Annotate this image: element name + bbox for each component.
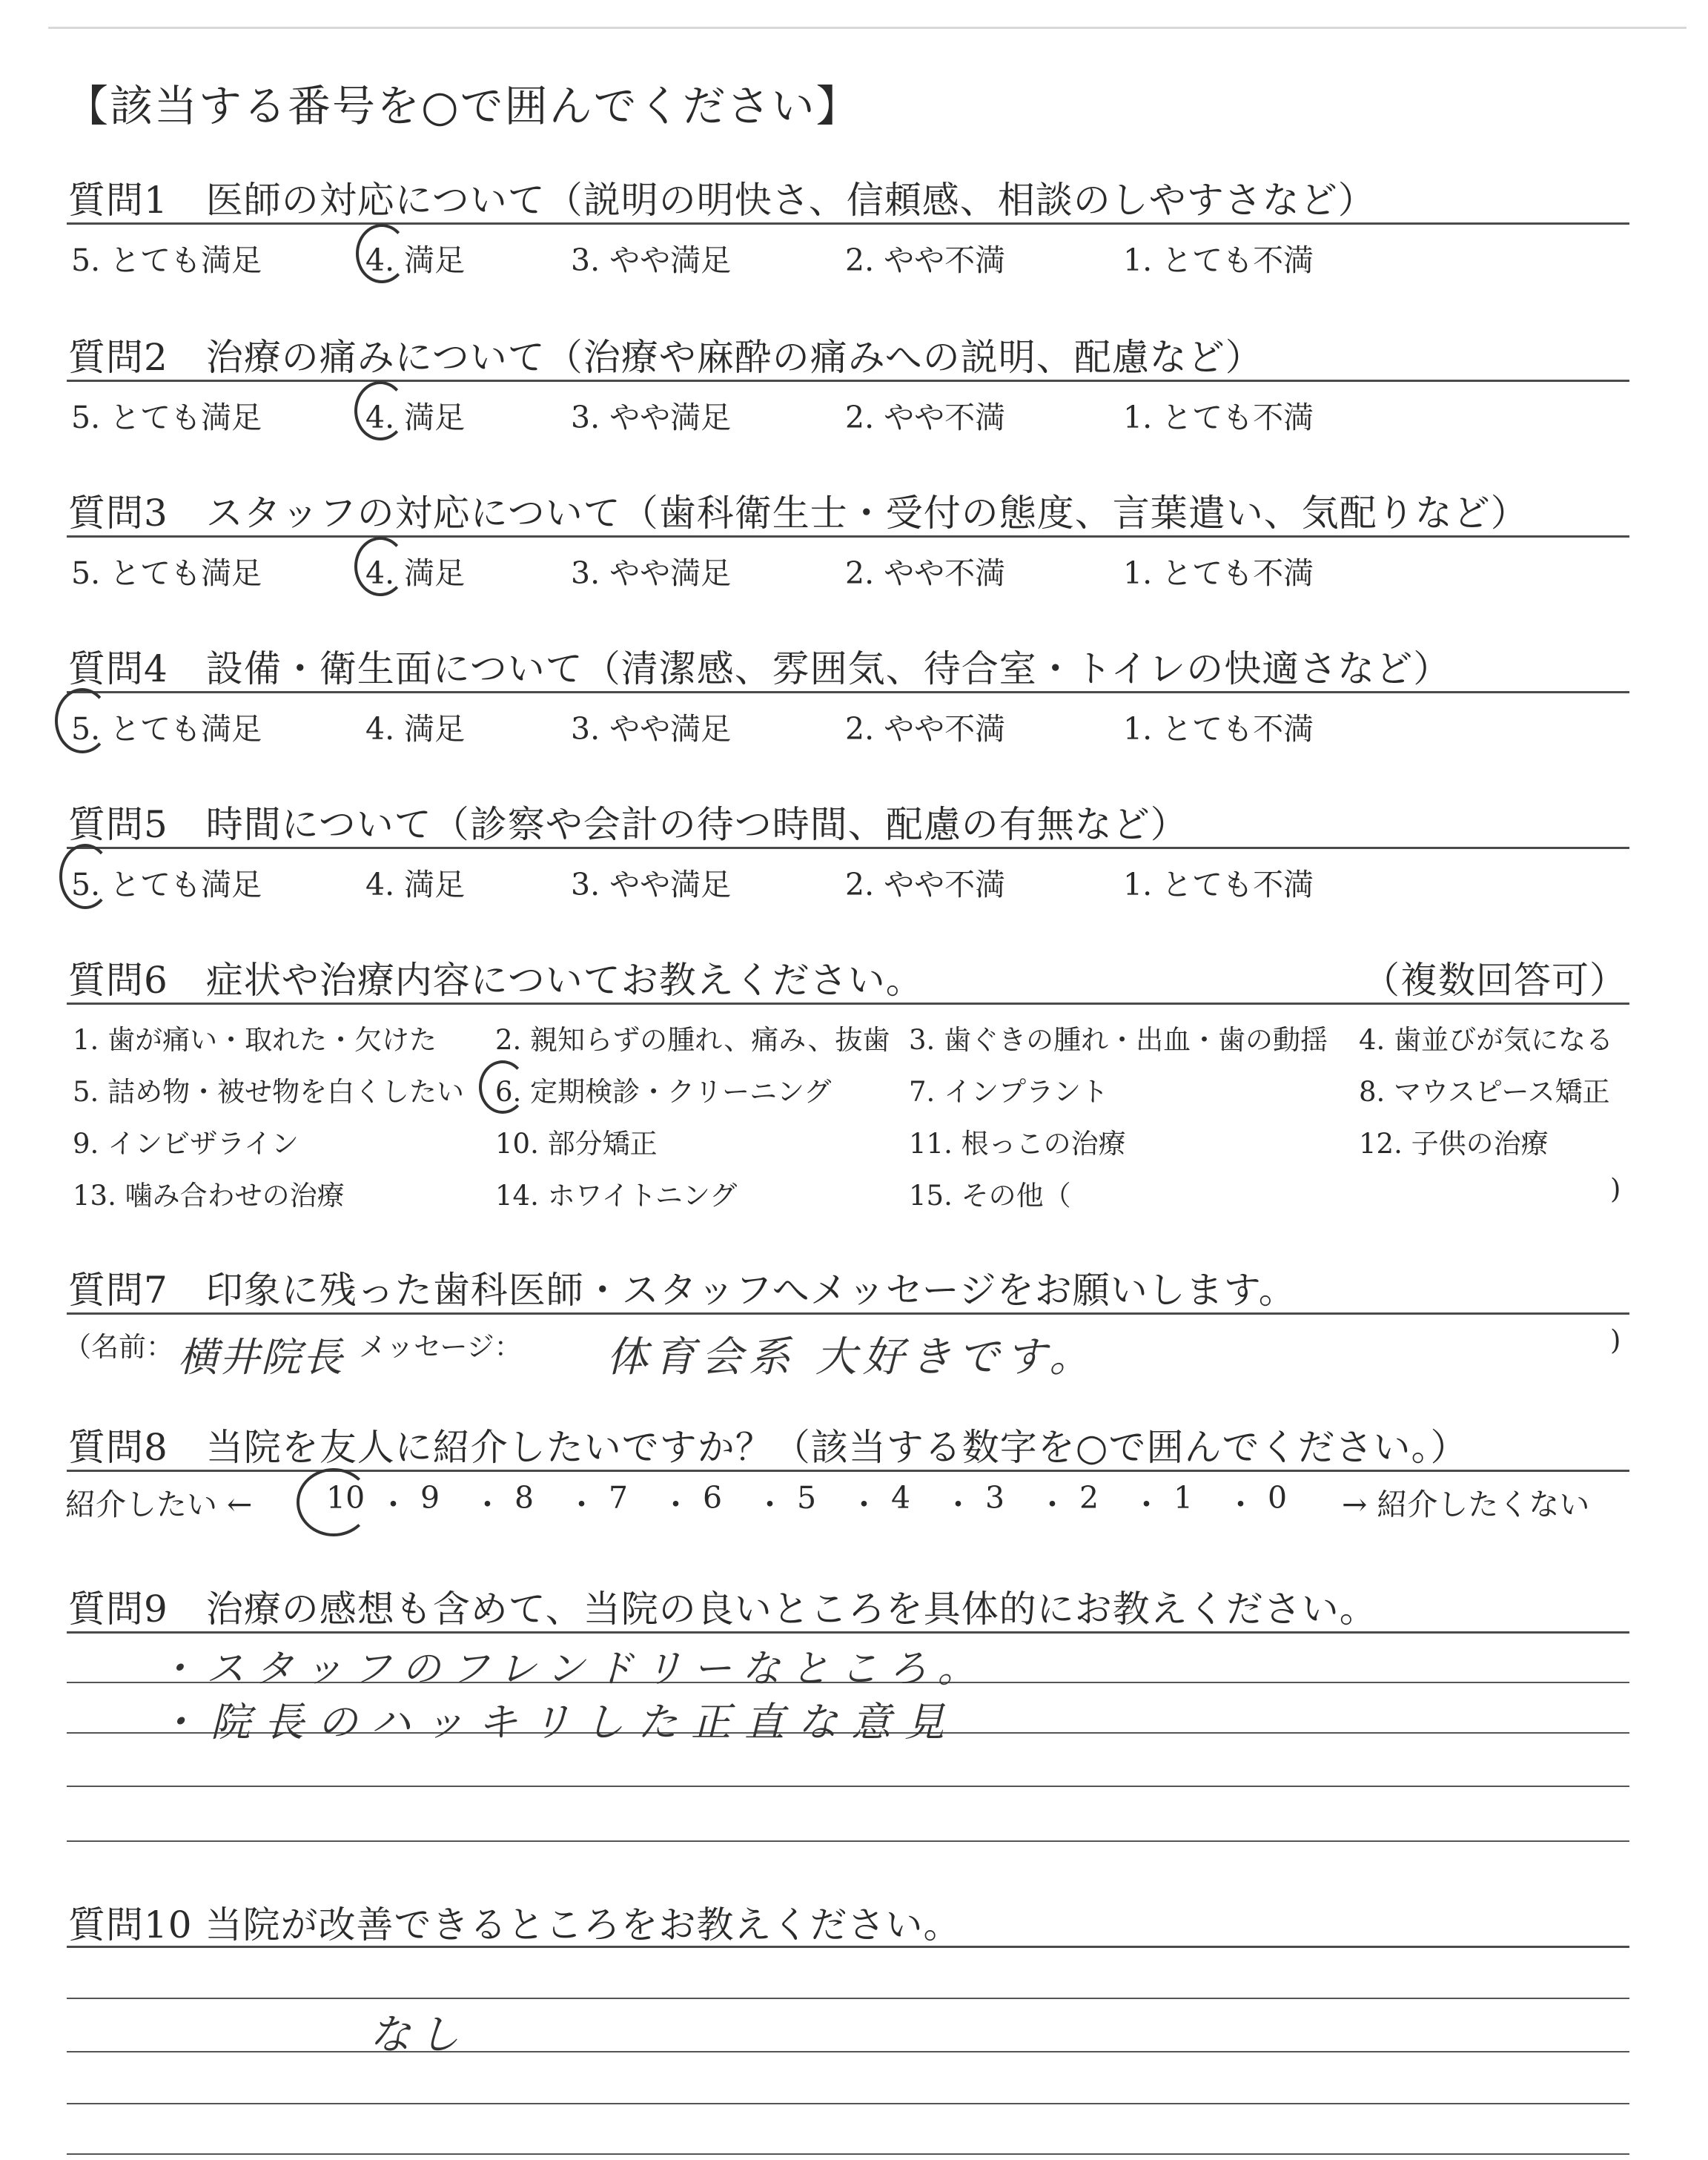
- q7-name-label: （名前：: [64, 1331, 173, 1363]
- q8-title: 質問8 当院を友人に紹介したいですか？（該当する数字を○で囲んでください。）: [68, 1426, 1469, 1469]
- q8-scale-separator: ・: [1037, 1487, 1068, 1522]
- q2-option-4[interactable]: 4. 満足: [365, 400, 466, 435]
- q4-option-1[interactable]: 1. とても不満: [1123, 711, 1314, 747]
- q3-rule: [67, 535, 1629, 538]
- q8-scale-value[interactable]: 4: [891, 1480, 911, 1516]
- q1-option-4[interactable]: 4. 満足: [365, 242, 466, 278]
- q6-item-11[interactable]: 11. 根っこの治療: [909, 1128, 1126, 1160]
- q6-item-5[interactable]: 5. 詰め物・被せ物を白くしたい: [73, 1076, 465, 1108]
- q6-item-15[interactable]: 15. その他（: [909, 1180, 1071, 1212]
- q6-item-12[interactable]: 12. 子供の治療: [1359, 1128, 1549, 1160]
- q5-option-1[interactable]: 1. とても不満: [1123, 867, 1314, 902]
- q7-close-paren: ): [1610, 1324, 1621, 1356]
- q6-item-9[interactable]: 9. インビザライン: [73, 1128, 299, 1160]
- q10-writing-line: [67, 1998, 1629, 1999]
- q7-message-label: メッセージ：: [359, 1331, 522, 1363]
- q3-option-2[interactable]: 2. やや不満: [845, 555, 1006, 591]
- q8-scale-separator: ・: [378, 1487, 408, 1522]
- q4-rule: [67, 691, 1629, 693]
- q8-scale-value[interactable]: 7: [609, 1480, 629, 1516]
- page-top-border: [48, 27, 1687, 29]
- q8-scale-separator: ・: [566, 1487, 597, 1522]
- q3-title: 質問3 スタッフの対応について（歯科衛生士・受付の態度、言葉遣い、気配りなど）: [68, 492, 1529, 535]
- q6-selection-circle: [479, 1060, 526, 1114]
- q5-option-4[interactable]: 4. 満足: [365, 867, 466, 902]
- q4-selection-circle: [55, 688, 110, 753]
- q2-title: 質問2 治療の痛みについて（治療や麻酔の痛みへの説明、配慮など）: [68, 336, 1263, 379]
- q8-scale-separator: ・: [755, 1487, 785, 1522]
- q6-item-14[interactable]: 14. ホワイトニング: [495, 1180, 738, 1212]
- q10-writing-line: [67, 2103, 1629, 2104]
- q3-selection-circle: [354, 537, 406, 596]
- q2-option-1[interactable]: 1. とても不満: [1123, 400, 1314, 435]
- q2-selection-circle: [354, 381, 406, 440]
- q6-item-2[interactable]: 2. 親知らずの腫れ、痛み、抜歯: [495, 1024, 890, 1056]
- q8-scale-value[interactable]: 1: [1174, 1480, 1194, 1516]
- q6-note: （複数回答可）: [1363, 959, 1627, 1002]
- q5-option-5[interactable]: 5. とても満足: [71, 867, 262, 902]
- q8-scale-separator: ・: [472, 1487, 503, 1522]
- q5-option-3[interactable]: 3. やや満足: [571, 867, 732, 902]
- q5-selection-circle: [59, 844, 111, 909]
- q1-selection-circle: [356, 224, 408, 283]
- q6-item-13[interactable]: 13. 噛み合わせの治療: [73, 1180, 345, 1212]
- q9-answer-line-2[interactable]: ・院長のハッキリした正直な意見: [157, 1699, 958, 1745]
- q6-item-3[interactable]: 3. 歯ぐきの腫れ・出血・歯の動揺: [909, 1024, 1328, 1056]
- q7-message-value[interactable]: 体育会系 大好きです。: [606, 1333, 1097, 1381]
- q4-option-5[interactable]: 5. とても満足: [71, 711, 262, 747]
- q1-option-5[interactable]: 5. とても満足: [71, 242, 262, 278]
- q4-option-2[interactable]: 2. やや不満: [845, 711, 1006, 747]
- q8-rule: [67, 1470, 1629, 1472]
- q7-title: 質問7 印象に残った歯科医師・スタッフへメッセージをお願いします。: [68, 1269, 1297, 1312]
- q6-item-1[interactable]: 1. 歯が痛い・取れた・欠けた: [73, 1024, 437, 1056]
- q9-writing-line: [67, 1840, 1629, 1842]
- q8-right-label: → 紹介したくない: [1342, 1487, 1590, 1522]
- q2-option-5[interactable]: 5. とても満足: [71, 400, 262, 435]
- q4-option-3[interactable]: 3. やや満足: [571, 711, 732, 747]
- q6-item-15-close: ): [1610, 1173, 1621, 1205]
- q3-option-3[interactable]: 3. やや満足: [571, 555, 732, 591]
- q8-scale-value[interactable]: 9: [420, 1480, 440, 1516]
- q3-option-4[interactable]: 4. 満足: [365, 555, 466, 591]
- q7-name-value[interactable]: 横井院長: [178, 1334, 344, 1381]
- q4-option-4[interactable]: 4. 満足: [365, 711, 466, 747]
- q5-rule: [67, 847, 1629, 849]
- q10-writing-line: [67, 2051, 1629, 2052]
- q6-item-10[interactable]: 10. 部分矯正: [495, 1128, 658, 1160]
- q1-rule: [67, 222, 1629, 225]
- q1-option-2[interactable]: 2. やや不満: [845, 242, 1006, 278]
- q8-left-label: 紹介したい ←: [65, 1487, 253, 1522]
- q8-scale-value[interactable]: 10: [326, 1480, 365, 1516]
- q7-rule: [67, 1312, 1629, 1315]
- q8-scale-separator: ・: [661, 1487, 691, 1522]
- q8-scale-value[interactable]: 6: [703, 1480, 723, 1516]
- q10-rule: [67, 1946, 1629, 1948]
- q8-scale-separator: ・: [849, 1487, 879, 1522]
- q8-selection-circle: [297, 1468, 371, 1536]
- q2-rule: [67, 380, 1629, 382]
- q8-scale-separator: ・: [943, 1487, 973, 1522]
- q8-scale-separator: ・: [1225, 1487, 1256, 1522]
- q9-title: 質問9 治療の感想も含めて、当院の良いところを具体的にお教えください。: [68, 1588, 1377, 1631]
- q2-option-2[interactable]: 2. やや不満: [845, 400, 1006, 435]
- q6-item-8[interactable]: 8. マウスピース矯正: [1359, 1076, 1610, 1108]
- q8-scale-value[interactable]: 2: [1079, 1480, 1099, 1516]
- q6-item-6[interactable]: 6. 定期検診・クリーニング: [495, 1076, 832, 1108]
- q5-option-2[interactable]: 2. やや不満: [845, 867, 1006, 902]
- q3-option-5[interactable]: 5. とても満足: [71, 555, 262, 591]
- q6-item-4[interactable]: 4. 歯並びが気になる: [1359, 1024, 1614, 1056]
- page-heading: 【該当する番号を○で囲んでください】: [65, 81, 861, 131]
- q1-option-1[interactable]: 1. とても不満: [1123, 242, 1314, 278]
- q6-title: 質問6 症状や治療内容についてお教えください。: [68, 959, 924, 1002]
- q6-rule: [67, 1003, 1629, 1005]
- q8-scale-value[interactable]: 8: [514, 1480, 534, 1516]
- q9-rule: [67, 1631, 1629, 1634]
- q10-title: 質問10 当院が改善できるところをお教えください。: [68, 1903, 961, 1946]
- q8-scale-value[interactable]: 3: [985, 1480, 1005, 1516]
- q8-scale-value[interactable]: 0: [1268, 1480, 1288, 1516]
- q6-item-7[interactable]: 7. インプラント: [909, 1076, 1109, 1108]
- q3-option-1[interactable]: 1. とても不満: [1123, 555, 1314, 591]
- q1-option-3[interactable]: 3. やや満足: [571, 242, 732, 278]
- q10-answer[interactable]: なし: [369, 2011, 467, 2059]
- q1-title: 質問1 医師の対応について（説明の明快さ、信頼感、相談のしやすさなど）: [68, 179, 1376, 222]
- q8-scale-value[interactable]: 5: [797, 1480, 817, 1516]
- q4-title: 質問4 設備・衛生面について（清潔感、雰囲気、待合室・トイレの快適さなど）: [68, 647, 1452, 690]
- q9-answer-line-1[interactable]: ・スタッフのフレンドリーなところ。: [157, 1647, 987, 1691]
- q10-writing-line: [67, 2153, 1629, 2155]
- q8-scale-separator: ・: [1131, 1487, 1162, 1522]
- q2-option-3[interactable]: 3. やや満足: [571, 400, 732, 435]
- q5-title: 質問5 時間について（診察や会計の待つ時間、配慮の有無など）: [68, 803, 1188, 846]
- q9-writing-line: [67, 1786, 1629, 1787]
